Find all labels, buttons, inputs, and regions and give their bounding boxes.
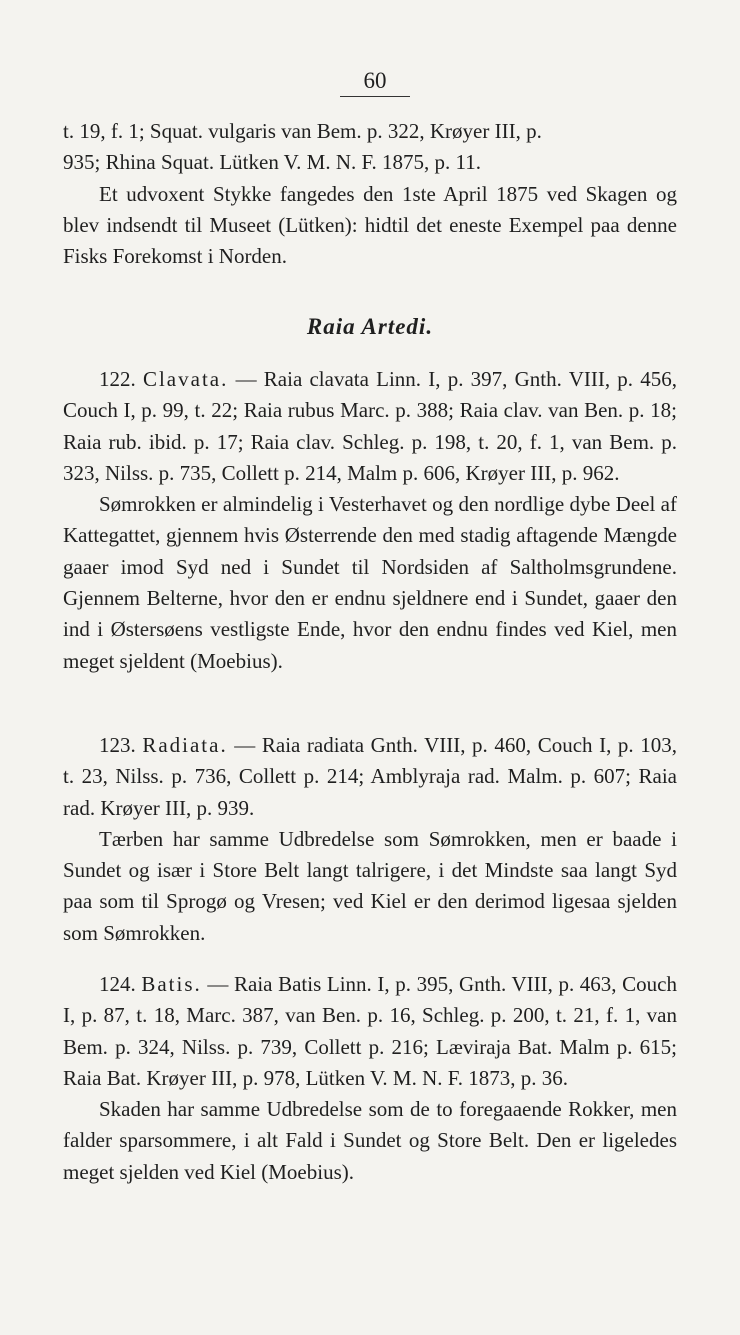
section-heading: Raia Artedi. — [306, 314, 434, 339]
species-description: Sømrokken er almindelig i Vesterhavet og den nordlige dybe Deel af Kattegattet, gjennem hvis Østerrende den med stadig aftagende Mængde gaaer imod Syd ned i Sundet til Nordsiden af Saltholmsgrundene. Gjennem Belterne, hvor den er endnu sjeldnere end i Sundet, gaaer den ind i Østersøens vestligste Ende, hvor den endnu findes ved Kiel, men meget sjeldent (Moebius). — [63, 492, 677, 673]
synonymy-text: — Raia Batis Linn. I, p. 395, Gnth. VIII, p. 463, Couch I, p. 87, t. 18, Marc. 387, van Ben. p. 16, Schleg. p. 200, t. 21, f. 1, van Bem. p. 324, Nilss. p. 739, Collett p. 216; Læviraja Bat. Malm p. 615; Raia Bat. Krøyer III, p. 978, Lütken V. M. N. F. 1873, p. 36. — [63, 972, 677, 1090]
species-description: Skaden har samme Udbredelse som de to foregaaende Rokker, men falder sparsommere, i alt Fald i Sundet og Store Belt. Den er ligeledes meget sjelden ved Kiel (Moebius). — [63, 1097, 677, 1184]
species-synonymy — [63, 730, 677, 824]
species-number: 122. — [99, 367, 136, 391]
intro-line-2: 935; Rhina Squat. Lütken V. M. N. F. 1875, p. 11. — [63, 150, 481, 175]
species-entry-radiata — [63, 730, 677, 949]
species-synonymy — [63, 969, 677, 1094]
synonymy-text: — Raia clavata Linn. I, p. 397, Gnth. VIII, p. 456, Couch I, p. 99, t. 22; Raia rubus Marc. p. 388; Raia clav. van Ben. p. 18; Raia rub. ibid. p. 17; Raia clav. Schleg. p. 198, t. 20, f. 1, van Bem. p. 323, Nilss. p. 735, Collett p. 214, Malm p. 606, Krøyer III, p. 962. — [63, 367, 678, 485]
species-name: Clavata. — [142, 367, 229, 391]
intro-block — [63, 116, 677, 272]
intro-line-1: t. 19, f. 1; Squat. vulgaris van Bem. p. 322, Krøyer III, p. — [63, 119, 542, 143]
species-name: Batis. — [141, 972, 202, 996]
species-entry-clavata — [63, 364, 677, 677]
species-entry-batis — [63, 969, 677, 1188]
synonymy-text: — Raia radiata Gnth. VIII, p. 460, Couch I, p. 103, t. 23, Nilss. p. 736, Collett p. 214; Amblyraja rad. Malm. p. 607; Raia rad. Krøyer III, p. 939. — [63, 733, 677, 820]
intro-note: Et udvoxent Stykke fangedes den 1ste April 1875 ved Skagen og blev indsendt til Museet (Lütken): hidtil det eneste Exempel paa denne Fisks Forekomst i Norden. — [63, 181, 677, 269]
species-number: 123. — [99, 733, 136, 757]
page-number: 60 — [340, 68, 410, 97]
species-number: 124. — [99, 972, 136, 996]
species-synonymy — [63, 364, 677, 489]
species-description: Tærben har samme Udbredelse som Sømrokken, men er baade i Sundet og især i Store Belt langt talrigere, i det Mindste saa langt Syd paa som til Sprogø og Vresen; ved Kiel er den derimod ligesaa sjelden som Sømrokken. — [63, 826, 677, 945]
species-name: Radiata. — [142, 733, 228, 757]
